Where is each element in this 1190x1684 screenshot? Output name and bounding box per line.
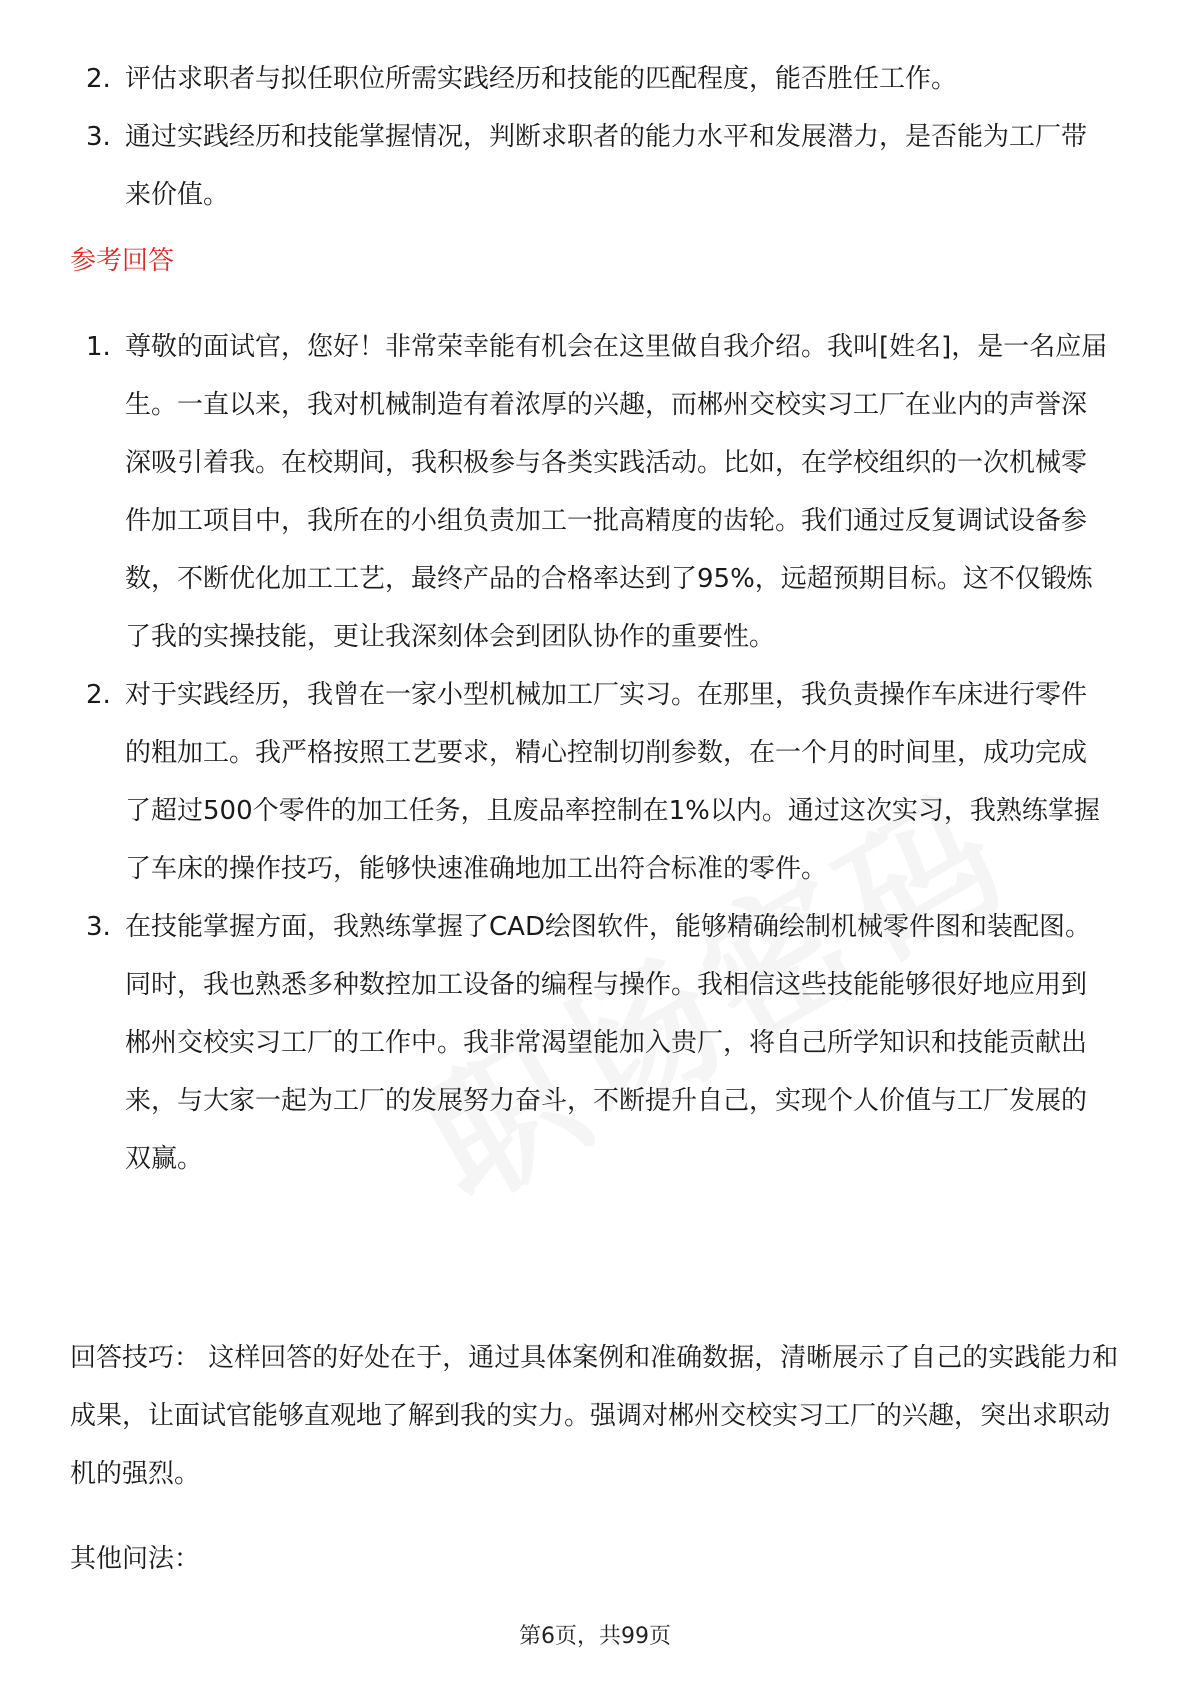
list-item: [0, 318, 1190, 666]
question-purpose-list: [0, 50, 1190, 224]
list-item: [0, 108, 1190, 224]
answer-heading: 参考回答: [70, 246, 175, 276]
list-number: 2.: [86, 64, 111, 94]
list-number: 3.: [86, 122, 111, 152]
list-text: 评估求职者与拟任职位所需实践经历和技能的匹配程度，能否胜任工作。: [125, 64, 958, 94]
list-text: 在技能掌握方面，我熟练掌握了CAD绘图软件，能够精确绘制机械零件图和装配图。同时，我也熟悉多种数控加工设备的编程与操作。我相信这些技能能够很好地应用到郴州交校实习工厂的工作中。我非常渴望能加入贵厂，将自己所学知识和技能贡献出来，与大家一起为工厂的发展努力奋斗，不断提升自己，实现个人价值与工厂发展的双赢。: [125, 912, 1091, 1174]
list-text: 对于实践经历，我曾在一家小型机械加工厂实习。在那里，我负责操作车床进行零件的粗加工。我严格按照工艺要求，精心控制切削参数，在一个月的时间里，成功完成了超过500个零件的加工任务，且废品率控制在1%以内。通过这次实习，我熟练掌握了车床的操作技巧，能够快速准确地加工出符合标准的零件。: [125, 680, 1100, 884]
page-footer: 第6页，共99页: [519, 1624, 671, 1649]
list-item: [0, 666, 1190, 898]
other-questions-label: 其他问法：: [70, 1544, 201, 1574]
list-item: [0, 898, 1190, 1188]
list-item: [0, 50, 1190, 108]
list-number: 2.: [86, 680, 111, 710]
list-text: 尊敬的面试官，您好！非常荣幸能有机会在这里做自我介绍。我叫[姓名]，是一名应届生。一直以来，我对机械制造有着浓厚的兴趣，而郴州交校实习工厂在业内的声誉深深吸引着我。在校期间，我积极参与各类实践活动。比如，在学校组织的一次机械零件加工项目中，我所在的小组负责加工一批高精度的齿轮。我们通过反复调试设备参数，不断优化加工工艺，最终产品的合格率达到了95%，远超预期目标。这不仅锻炼了我的实操技能，更让我深刻体会到团队协作的重要性。: [125, 332, 1108, 652]
list-number: 3.: [86, 912, 111, 942]
reference-answer-list: [0, 318, 1190, 1188]
list-text: 通过实践经历和技能掌握情况，判断求职者的能力水平和发展潜力，是否能为工厂带来价值。: [125, 122, 1088, 210]
list-number: 1.: [86, 332, 111, 362]
answer-tip-paragraph: 回答技巧： 这样回答的好处在于，通过具体案例和准确数据，清晰展示了自己的实践能力和成果，让面试官能够直观地了解到我的实力。强调对郴州交校实习工厂的兴趣，突出求职动机的强烈。: [70, 1343, 1119, 1489]
